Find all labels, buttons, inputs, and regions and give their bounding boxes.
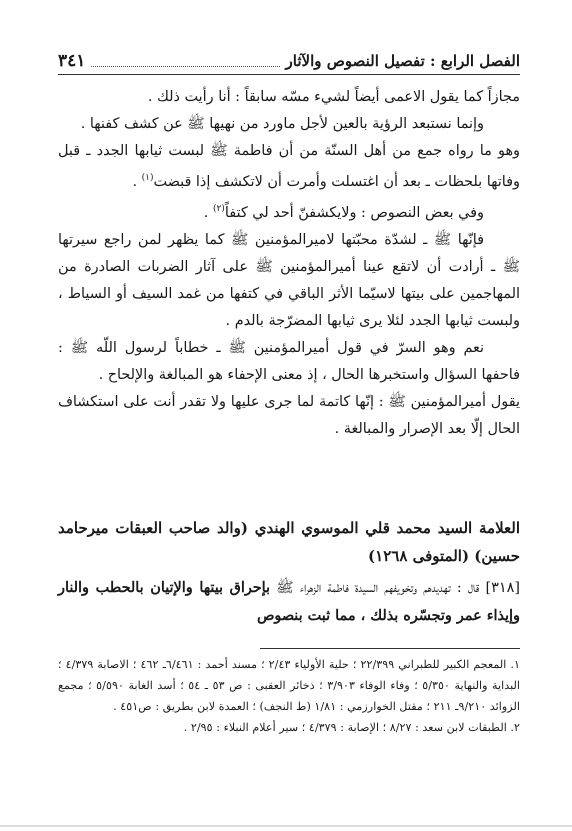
footnote-divider xyxy=(260,648,520,649)
paragraph: يقول أميرالمؤمنين ﷺ : إنّها كاتمة لما جرى عليها ولا تقدر أنت على استكشاف الحال إلّا بعد الإصرار والمبالغة . xyxy=(58,393,520,437)
entry-lead: قال : xyxy=(456,580,480,596)
main-text xyxy=(58,84,520,443)
paragraph: وفي بعض النصوص : ولايكشفنّ أحد لي كتفاً$^{(٢)}$ . xyxy=(203,203,484,221)
paragraph: وإنما نستبعد الرؤية بالعين لأجل ماورد من نهيها ﷺ عن كشف كفنها . xyxy=(80,116,484,132)
entry-text-bold: بإحراق بيتها والإتيان بالحطب والنار وإيذاء عمر وتجسّره بذلك ، مما ثبت بنصوص xyxy=(58,579,520,624)
paragraph: فإنّها ﷺ ـ لشدّة محبّتها لاميرالمؤمنين ﷺ كما يظهر لمن راجع سيرتها ﷺ ـ أرادت أن لاتقع عينا أميرالمؤمنين ﷺ على آثار الضربات الصادرة من المهاجمين على بيتها لاسيّما الأثر الباقي في كتفها من غمد السيف أو السياط ، ولبست ثيابها الجدد لئلا يرى ثيابها المضرّجة بالدم . xyxy=(58,231,520,329)
footnotes xyxy=(58,654,520,738)
section-heading: العلامة السيد محمد قلي الموسوي الهندي (والد صاحب العبقات ميرحامد حسين) (المتوفى ١٢٦٨) xyxy=(58,519,520,565)
footnote-mark: (١) xyxy=(141,173,154,183)
entry-number: [٣١٨] xyxy=(485,580,520,596)
running-header xyxy=(58,48,520,75)
footnote: ٢. الطبقات لابن سعد : ٨/٢٧ ؛ الإصابة : ٤/٣٧٩ ؛ سير أعلام النبلاء : ٢/٩٥ . xyxy=(183,721,520,734)
header-dot-leader xyxy=(91,56,279,67)
page-number: ٣٤١ xyxy=(58,51,86,71)
numbered-entry xyxy=(58,574,520,630)
paragraph: نعم وهو السرّ في قول أميرالمؤمنين ﷺ ـ خطاباً لرسول اللّه ﷺ : فاحفها السؤال واستخبرها الحال ، إذ معنى الإحفاء هو المبالغة والإلحاح . xyxy=(58,339,520,383)
footnote-mark: (٢) xyxy=(212,203,225,214)
paragraph-text: وهو ما رواه جمع من أهل السنّة من أن فاطمة ﷺ لبست ثيابها الجدد ـ قبل وفاتها بلحظات ـ بعد أن اغتسلت وأمرت أن لاتكشف إذا قبضت xyxy=(58,143,520,190)
footnote: ١. المعجم الكبير للطبراني ٢٢/٣٩٩ ؛ حلية الأولياء ٢/٤٣ ؛ مسند أحمد : ٦/٤٦١ـ ٤٦٢ ؛ الاصابة ٤/٣٧٩ ؛ البداية والنهاية ٥/٣٥٠ ؛ وفاء الوفاء ٣/٩٠٣ ؛ ذخائر العقبى : ص ٥٣ ـ ٥٤ ؛ أسد الغابة ٥/٥٩٠ ؛ مجمع الزوائد ٩/٢١٠ـ ٢١١ ؛ مقتل الخوارزمي : ١/٨١ (ط النجف) ؛ العمدة لابن بطريق : ص٤٥١ . xyxy=(58,658,521,713)
page-edge xyxy=(0,825,572,827)
chapter-title: الفصل الرابع : تفصيل النصوص والآثار xyxy=(285,52,520,70)
paragraph-text: وفي بعض النصوص : ولايكشفنّ أحد لي كتفاً xyxy=(224,204,484,221)
entry-text: تهديدهم وتخويفهم السيدة فاطمة الزهراء ﷺ xyxy=(270,580,457,596)
paragraph: مجازاً كما يقول الاعمى أيضاً لشيء مسّه سابقاً : أنا رأيت ذلك . xyxy=(147,89,520,105)
paragraph: وهو ما رواه جمع من أهل السنّة من أن فاطمة ﷺ لبست ثيابها الجدد ـ قبل وفاتها بلحظات ـ بعد أن اغتسلت وأمرت أن لاتكشف إذا قبضت$^{(١)}$ . xyxy=(58,143,520,190)
